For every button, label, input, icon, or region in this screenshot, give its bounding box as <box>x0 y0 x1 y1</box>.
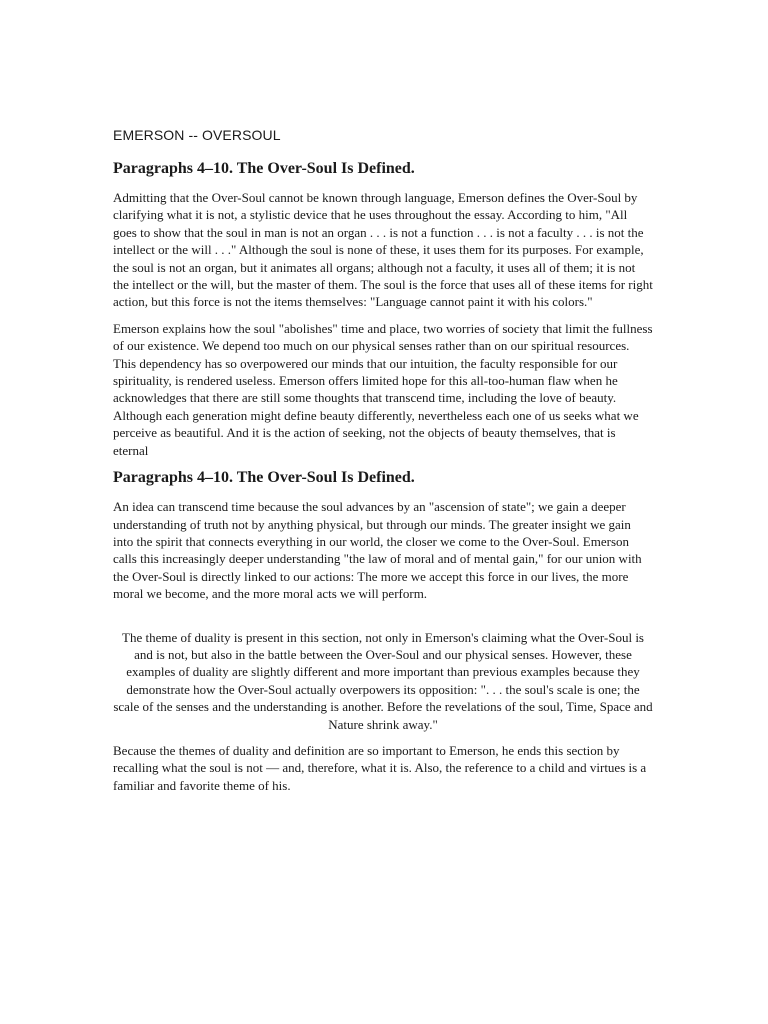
centered-paragraph: The theme of duality is present in this section, not only in Emerson's claiming what the Over-Soul is and is not, but also in the battle between the Over-Soul and our physical senses. However, these examples of duality are slightly different and more important than previous examples because they demonstrate how the Over-Soul actually overpowers its opposition: ". . . the soul's scale is one; the scale of the senses and the understanding is another. Before the revelations of the soul, Time, Space and Nature shrink away." <box>113 629 653 732</box>
paragraph: Admitting that the Over-Soul cannot be known through language, Emerson defines the Over-Soul by clarifying what it is not, a stylistic device that he uses throughout the essay. According to him, "All goes to show that the soul in man is not an organ . . . is not a function . . . is not a faculty . . . is not the intellect or the will . . ." Although the soul is none of these, it uses them for its purposes. For example, the soul is not an organ, but it animates all organs; although not a faculty, it uses all of them; it is not the intellect or the will, but the master of them. The soul is the force that uses all of these items for right action, but this force is not the items themselves: "Language cannot paint it with his colors." <box>113 190 653 310</box>
document-title: EMERSON -- OVERSOUL <box>113 127 281 143</box>
document-page <box>113 126 653 803</box>
section-1 <box>113 159 653 459</box>
section-heading: Paragraphs 4–10. The Over-Soul Is Defined. <box>113 160 415 177</box>
section-2 <box>113 468 653 794</box>
section-heading: Paragraphs 4–10. The Over-Soul Is Defined. <box>113 469 415 487</box>
paragraph: Emerson explains how the soul "abolishes" time and place, two worries of society that limit the fullness of our existence. We depend too much on our physical senses rather than on our spiritual resources. This dependency has so overpowered our minds that our intuition, the faculty responsible for our spirituality, is rendered useless. Emerson offers limited hope for this all-too-human flaw when he acknowledges that there are still some thoughts that transcend time, including the love of beauty. Although each generation might define beauty differently, nevertheless each one of us seeks what we perceive as beautiful. And it is the action of seeking, not the objects of beauty themselves, that is eternal <box>113 320 653 458</box>
paragraph: An idea can transcend time because the soul advances by an "ascension of state"; we gain a deeper understanding of truth not by anything physical, but through our minds. The greater insight we gain into the spirit that connects everything in our world, the closer we come to the Over-Soul. Emerson calls this increasingly deeper understanding "the law of moral and of mental gain," for our union with the Over-Soul is directly linked to our actions: The more we accept this force in our lives, the more moral we become, and the more moral acts we will perform. <box>113 499 642 602</box>
paragraph: Because the themes of duality and definition are so important to Emerson, he ends this section by recalling what the soul is not — and, therefore, what it is. Also, the reference to a child and virtues is a familiar and favorite theme of his. <box>113 742 647 793</box>
